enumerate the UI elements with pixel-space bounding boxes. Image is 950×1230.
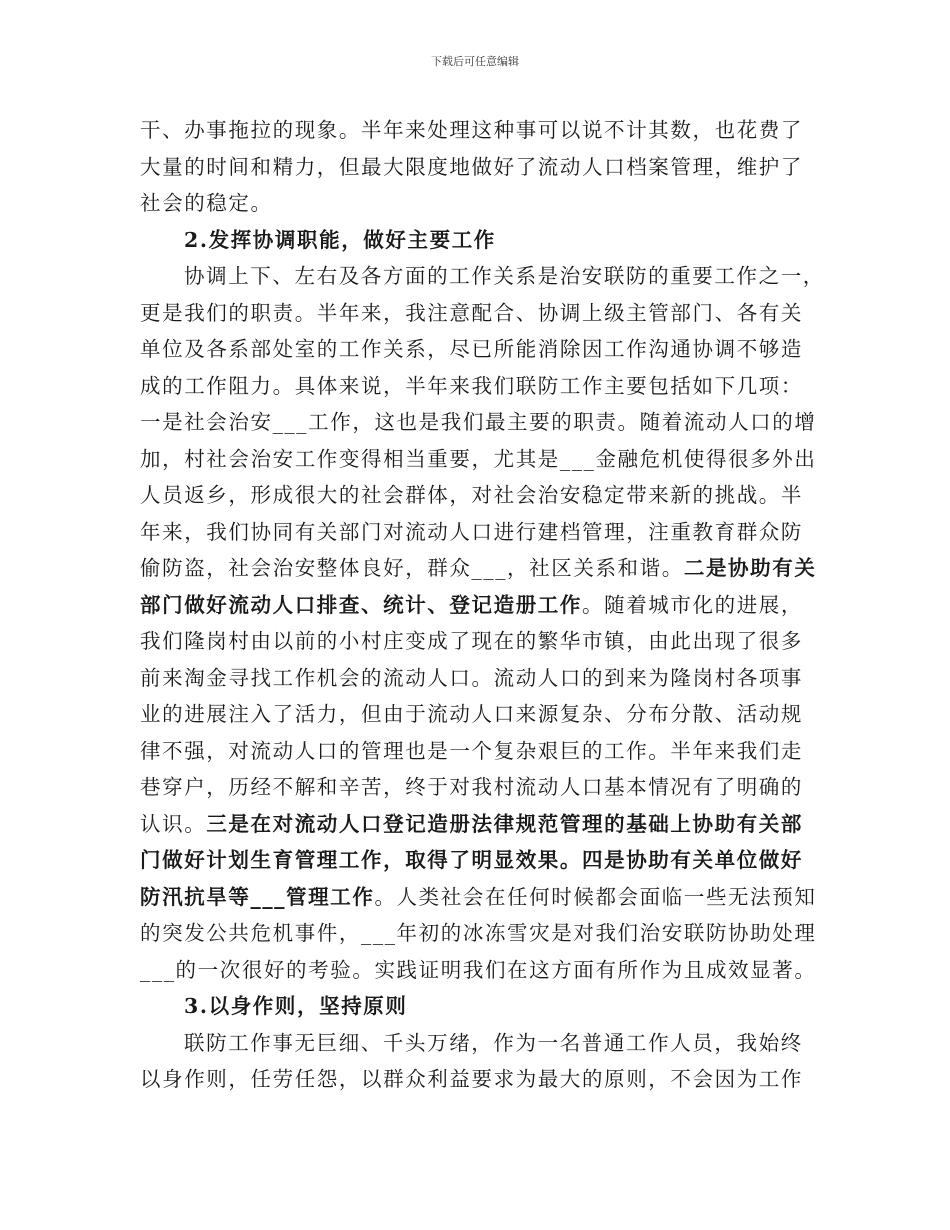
text-line xyxy=(140,952,817,989)
text-line xyxy=(140,587,812,624)
text-line xyxy=(140,806,812,843)
text-line xyxy=(140,769,812,806)
text-line xyxy=(140,514,812,551)
text-line xyxy=(140,112,812,149)
text-line xyxy=(140,404,817,441)
text-line xyxy=(140,879,817,916)
text-line xyxy=(140,477,812,514)
text-run: 联防工作事无巨细、千头万绪，作为一名普通工作人员，我始终 xyxy=(184,1030,803,1055)
text-line xyxy=(140,660,812,697)
document-body xyxy=(140,112,825,1098)
text-run: 社会的稳定。 xyxy=(140,191,273,215)
bold-text-run: 二是协助有关 xyxy=(683,556,817,580)
text-run: 一是社会治安___工作，这也是我们最主要的职责。随着流动人口的增 xyxy=(140,410,817,434)
section-heading xyxy=(140,988,812,1025)
text-line xyxy=(140,295,812,332)
text-run: 大量的时间和精力，但最大限度地做好了流动人口档案管理，维护了 xyxy=(140,154,803,179)
bold-text-run: 2.发挥协调职能，做好主要工作 xyxy=(184,227,496,252)
text-line xyxy=(140,441,817,478)
text-run: 律不强，对流动人口的管理也是一个复杂艰巨的工作。半年来我们走 xyxy=(140,738,803,763)
text-line xyxy=(140,623,812,660)
text-run: 巷穿户，历经不解和辛苦，终于对我村流动人口基本情况有了明确的 xyxy=(140,775,803,799)
text-run: 人员返乡，形成很大的社会群体，对社会治安稳定带来新的挑战。半 xyxy=(140,483,803,507)
text-run: 业的进展注入了活力，但由于流动人口来源复杂、分布分散、活动规 xyxy=(140,702,803,726)
text-run: ___的一次很好的考验。实践证明我们在这方面有所作为且成效显著。 xyxy=(140,957,817,982)
text-run: 以身作则，任劳任怨，以群众利益要求为最大的原则，不会因为工作 xyxy=(140,1067,803,1091)
text-run: 成的工作阻力。具体来说，半年来我们联防工作主要包括如下几项： xyxy=(140,373,803,398)
bold-text-run: 3.以身作则，坚持原则 xyxy=(184,994,408,1018)
text-line xyxy=(140,185,812,222)
text-line xyxy=(140,915,817,952)
text-run: 单位及各系部处室的工作关系，尽已所能消除因工作沟通协调不够造 xyxy=(140,337,803,361)
text-run: 认识。 xyxy=(140,811,207,836)
text-run: 。人类社会在任何时候都会面临一些无法预知 xyxy=(374,884,817,909)
text-run: 我们隆岗村由以前的小村庄变成了现在的繁华市镇，由此出现了很多 xyxy=(140,629,803,653)
text-line xyxy=(140,331,812,368)
text-run: 偷防盗，社会治安整体良好，群众___，社区关系和谐。 xyxy=(140,556,684,580)
text-run: 年来，我们协同有关部门对流动人口进行建档管理，注重教育群众防 xyxy=(140,519,803,544)
text-run: 协调上下、左右及各方面的工作关系是治安联防的重要工作之一， xyxy=(184,264,825,288)
text-line xyxy=(140,842,812,879)
bold-text-run: 部门做好流动人口排查、统计、登记造册工作 xyxy=(140,592,582,617)
text-line xyxy=(140,368,812,405)
text-line xyxy=(140,1025,812,1062)
bold-text-run: 防汛抗旱等___管理工作 xyxy=(140,884,375,909)
text-run: 的突发公共危机事件，___年初的冰冻雪灾是对我们治安联防协助处理 xyxy=(140,921,817,945)
text-run: 前来淘金寻找工作机会的流动人口。流动人口的到来为隆岗村各项事 xyxy=(140,665,803,690)
text-line xyxy=(140,696,812,733)
text-line xyxy=(140,258,825,295)
text-run: 更是我们的职责。半年来，我注意配合、协调上级主管部门、各有关 xyxy=(140,300,803,325)
bold-text-run: 门做好计划生育管理工作，取得了明显效果。四是协助有关单位做好 xyxy=(140,848,803,872)
text-line xyxy=(140,149,812,186)
section-heading xyxy=(140,222,812,259)
page-header: 下载后可任意编辑 xyxy=(431,55,519,68)
bold-text-run: 三是在对流动人口登记造册法律规范管理的基础上协助有关部 xyxy=(206,811,804,836)
text-run: 干、办事拖拉的现象。半年来处理这种事可以说不计其数，也花费了 xyxy=(140,118,803,142)
text-line xyxy=(140,733,812,770)
text-line xyxy=(140,550,817,587)
text-run: 加，村社会治安工作变得相当重要，尤其是___金融危机使得很多外出 xyxy=(140,446,817,471)
text-line xyxy=(140,1061,812,1098)
text-run: 。随着城市化的进展， xyxy=(582,592,803,617)
